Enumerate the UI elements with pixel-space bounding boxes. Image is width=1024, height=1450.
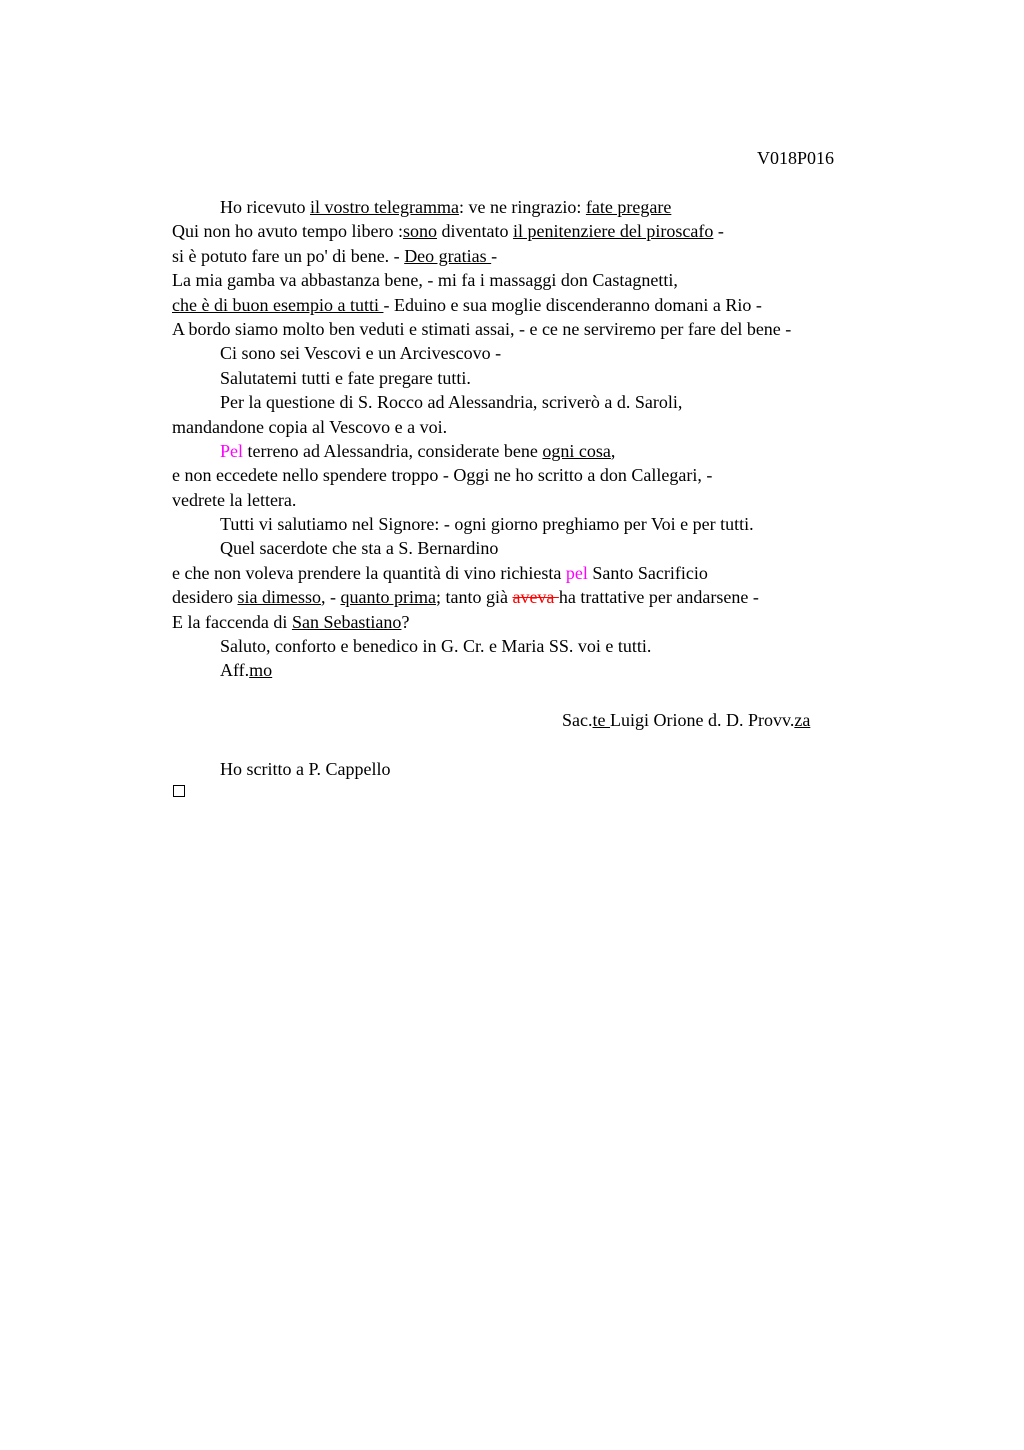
line-text: Ci sono sei Vescovi e un Arcivescovo - bbox=[220, 343, 502, 364]
line-text: ? bbox=[401, 611, 410, 632]
line-text: Salutatemi tutti e fate pregare tutti. bbox=[220, 367, 471, 388]
inserted-text: pel bbox=[565, 562, 588, 583]
underlined-text: te bbox=[592, 710, 610, 730]
line-text: Tutti vi salutiamo nel Signore: - ogni giorno preghiamo per Voi e per tutti. bbox=[220, 514, 754, 535]
square-box-icon bbox=[173, 785, 185, 797]
line-text: Santo Sacrificio bbox=[587, 562, 708, 583]
signature-text: Luigi Orione d. D. Provv. bbox=[610, 710, 795, 730]
line-text: Quel sacerdote che sta a S. Bernardino bbox=[220, 538, 499, 559]
line-text: Per la questione di S. Rocco ad Alessandria, scriverò a d. Saroli, bbox=[220, 392, 683, 413]
line-text: e che non voleva prendere la quantità di vino richiesta bbox=[172, 562, 566, 583]
signature-text: Sac. bbox=[562, 710, 593, 730]
underlined-text: sia dimesso bbox=[237, 587, 321, 608]
line-text: desidero bbox=[172, 587, 238, 608]
underlined-text: Deo gratias bbox=[404, 245, 492, 266]
line-text: - bbox=[491, 245, 498, 266]
line-text: , - bbox=[320, 587, 341, 608]
letter-line-12 bbox=[172, 463, 892, 487]
letter-body bbox=[172, 195, 892, 683]
underlined-text: sono bbox=[402, 221, 437, 242]
underlined-text: quanto prima bbox=[340, 587, 436, 608]
letter-line-4 bbox=[172, 268, 892, 292]
letter-line-10 bbox=[172, 415, 892, 439]
underlined-text: ogni cosa bbox=[542, 440, 611, 461]
letter-line-1 bbox=[172, 195, 892, 219]
signature bbox=[562, 709, 810, 731]
line-text: , bbox=[610, 440, 616, 461]
underlined-text: mo bbox=[249, 660, 273, 681]
line-text: E la faccenda di bbox=[172, 611, 292, 632]
letter-line-13 bbox=[172, 488, 892, 512]
letter-line-7 bbox=[172, 341, 892, 365]
underlined-text: il vostro telegramma bbox=[309, 197, 459, 217]
line-text: Aff. bbox=[220, 660, 250, 681]
line-text: : ve ne ringrazio: bbox=[458, 197, 586, 217]
letter-line-16 bbox=[172, 561, 892, 585]
letter-line-15 bbox=[172, 536, 892, 560]
underlined-text: il penitenziere del piroscafo bbox=[512, 221, 714, 242]
letter-line-14 bbox=[172, 512, 892, 536]
letter-line-8 bbox=[172, 366, 892, 390]
letter-line-17 bbox=[172, 585, 892, 609]
postscript: Ho scritto a P. Cappello bbox=[220, 759, 391, 779]
letter-line-9 bbox=[172, 390, 892, 414]
letter-line-18 bbox=[172, 610, 892, 634]
line-text: vedrete la lettera. bbox=[172, 489, 297, 510]
deleted-text: aveva bbox=[512, 587, 559, 608]
page-id: V018P016 bbox=[757, 148, 835, 168]
line-text: ; tanto già bbox=[435, 587, 513, 608]
line-text: - bbox=[713, 221, 724, 242]
line-text: terreno ad Alessandria, considerate bene bbox=[243, 440, 543, 461]
line-text: mandandone copia al Vescovo e a voi. bbox=[172, 416, 448, 437]
line-text: A bordo siamo molto ben veduti e stimati assai, - e ce ne serviremo per fare del bene - bbox=[172, 318, 792, 339]
underlined-text: San Sebastiano bbox=[291, 611, 402, 632]
letter-line-3 bbox=[172, 244, 892, 268]
letter-line-11 bbox=[172, 439, 892, 463]
line-text: - Eduino e sua moglie discenderanno domani a Rio - bbox=[383, 294, 762, 315]
underlined-text: che è di buon esempio a tutti bbox=[172, 294, 384, 315]
letter-line-2 bbox=[172, 219, 892, 243]
line-text: La mia gamba va abbastanza bene, - mi fa i massaggi don Castagnetti, bbox=[172, 270, 678, 291]
line-text: si è potuto fare un po' di bene. - bbox=[172, 245, 405, 266]
letter-line-19 bbox=[172, 634, 892, 658]
line-text: Ho ricevuto bbox=[220, 197, 310, 217]
underlined-text: fate pregare bbox=[585, 197, 672, 217]
line-text: Qui non ho avuto tempo libero : bbox=[172, 221, 403, 242]
line-text: ha trattative per andarsene - bbox=[558, 587, 759, 608]
line-text: e non eccedete nello spendere troppo - Oggi ne ho scritto a don Callegari, - bbox=[172, 465, 713, 486]
letter-line-6 bbox=[172, 317, 892, 341]
letter-line-20 bbox=[172, 658, 892, 682]
inserted-text: Pel bbox=[220, 440, 244, 461]
letter-line-5 bbox=[172, 293, 892, 317]
underlined-text: za bbox=[794, 710, 811, 730]
line-text: Saluto, conforto e benedico in G. Cr. e Maria SS. voi e tutti. bbox=[220, 636, 652, 657]
line-text: diventato bbox=[436, 221, 513, 242]
